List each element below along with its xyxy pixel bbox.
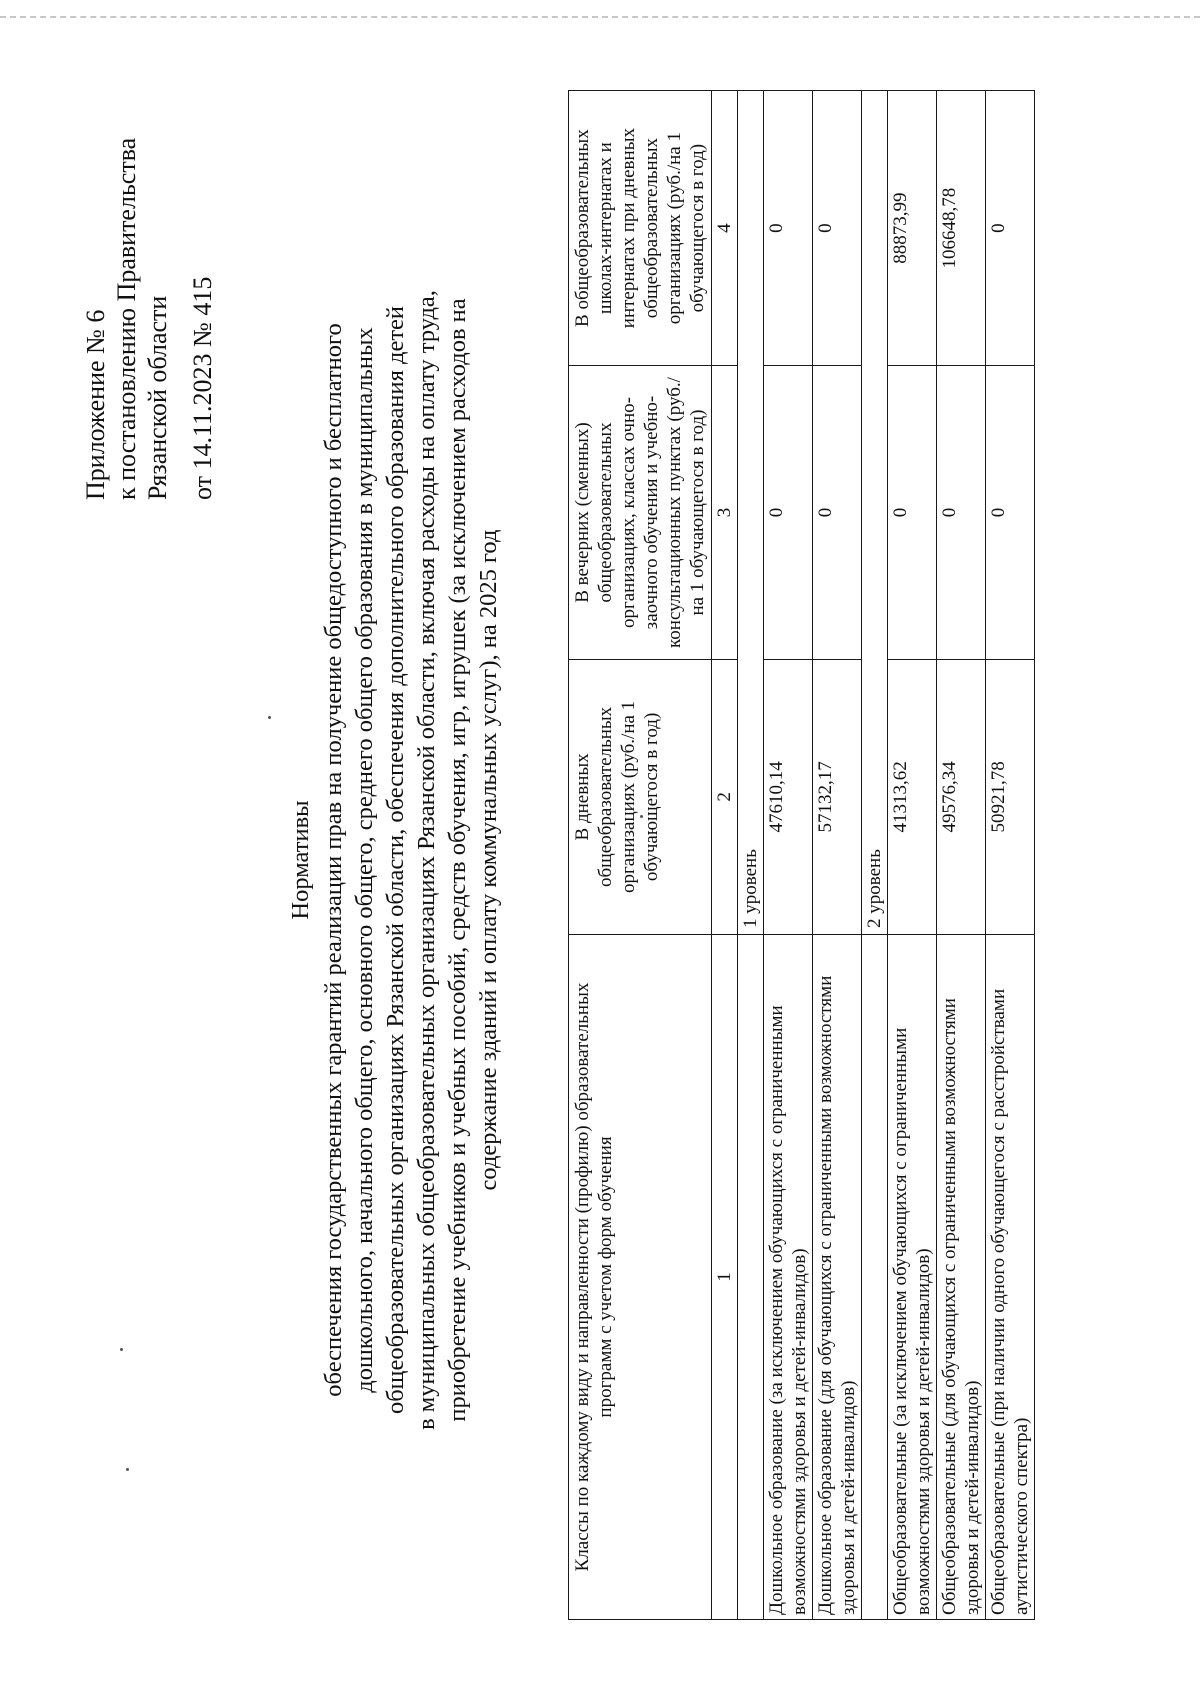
column-number-row (712, 91, 738, 1620)
title-line: приобретение учебников и учебных пособий, средств обучения, игр, игрушек (за исключением расходов на (444, 298, 471, 1422)
level-row (862, 91, 888, 1620)
header-day-schools: В дневных общеобразовательных организациях (руб./на 1 обучающегося в год) (569, 659, 712, 934)
appendix-resolution: к постановлению Правительства (112, 137, 141, 500)
appendix-date: от 14.11.2023 № 415 (188, 276, 217, 500)
row-name: Общеобразовательные (для обучающихся с ограниченными возможностями здоровья и детей-инвалидов) (937, 935, 986, 1620)
row-name: Дошкольное образование (за исключением обучающихся с ограниченными возможностями здоровья и детей-инвалидов) (764, 935, 813, 1620)
document-sheet (30, 40, 1170, 1680)
value-evening: 0 (813, 366, 862, 660)
value-boarding: 0 (813, 91, 862, 366)
value-day: 47610,14 (764, 659, 813, 934)
table-row (888, 91, 937, 1620)
column-number: 1 (712, 935, 738, 1620)
value-day: 49576,34 (937, 659, 986, 934)
row-name: Дошкольное образование (для обучающихся с ограниченными возможностями здоровья и детей-инвалидов) (813, 935, 862, 1620)
row-name: Общеобразовательные (за исключением обучающихся с ограниченными возможностями здоровья и детей-инвалидов) (888, 935, 937, 1620)
value-boarding: 0 (986, 91, 1035, 366)
document-title (285, 80, 504, 1640)
value-evening: 0 (888, 366, 937, 660)
table-header-row (569, 91, 712, 1620)
title-line: содержание зданий и оплату коммунальных услуг), на 2025 год (475, 529, 502, 1191)
column-number: 2 (712, 659, 738, 934)
value-day: 57132,17 (813, 659, 862, 934)
value-day: 41313,62 (888, 659, 937, 934)
empty-cell (738, 935, 764, 1620)
scan-edge-artifact (0, 16, 1200, 18)
title-line: дошкольного, начального общего, основного общего, среднего общего образования в муниципальных (351, 327, 378, 1393)
level-label: 2 уровень (862, 91, 888, 935)
value-boarding: 0 (764, 91, 813, 366)
column-number: 4 (712, 91, 738, 366)
header-evening-schools: В вечерних (сменных) общеобразовательных организациях, классах очно-заочного обучения и учебно-консультационных пунктах (руб./на 1 обучающегося в год) (569, 366, 712, 660)
table-row (764, 91, 813, 1620)
row-name: Общеобразовательные (при наличии одного обучающегося с расстройствами аутистического спектра) (986, 935, 1035, 1620)
title-heading: Нормативы (287, 800, 314, 920)
title-line: общеобразовательных организациях Рязанской области, обеспечения дополнительного образования детей (382, 305, 409, 1415)
value-boarding: 106648,78 (937, 91, 986, 366)
appendix-header (80, 60, 218, 500)
empty-cell (862, 935, 888, 1620)
table-row (986, 91, 1035, 1620)
table-row (813, 91, 862, 1620)
title-line: обеспечения государственных гарантий реализации прав на получение общедоступного и бесплатного (320, 323, 347, 1397)
header-classes: Классы по каждому виду и направленности (профилю) образовательных программ с учетом форм обучения (569, 935, 712, 1620)
value-evening: 0 (937, 366, 986, 660)
value-boarding: 88873,99 (888, 91, 937, 366)
level-row (738, 91, 764, 1620)
title-line: в муниципальных общеобразовательных организациях Рязанской области, включая расходы на оплату труда, (413, 290, 440, 1430)
level-label: 1 уровень (738, 91, 764, 935)
appendix-number: Приложение № 6 (81, 309, 110, 500)
value-evening: 0 (986, 366, 1035, 660)
table-row (937, 91, 986, 1620)
appendix-region: Рязанской области (143, 295, 172, 500)
value-day: 50921,78 (986, 659, 1035, 934)
header-boarding-schools: В общеобразовательных школах-интернатах и интернатах при дневных общеобразовательных организациях (руб./на 1 обучающегося в год) (569, 91, 712, 366)
value-evening: 0 (764, 366, 813, 660)
norms-table (568, 90, 1035, 1620)
column-number: 3 (712, 366, 738, 660)
